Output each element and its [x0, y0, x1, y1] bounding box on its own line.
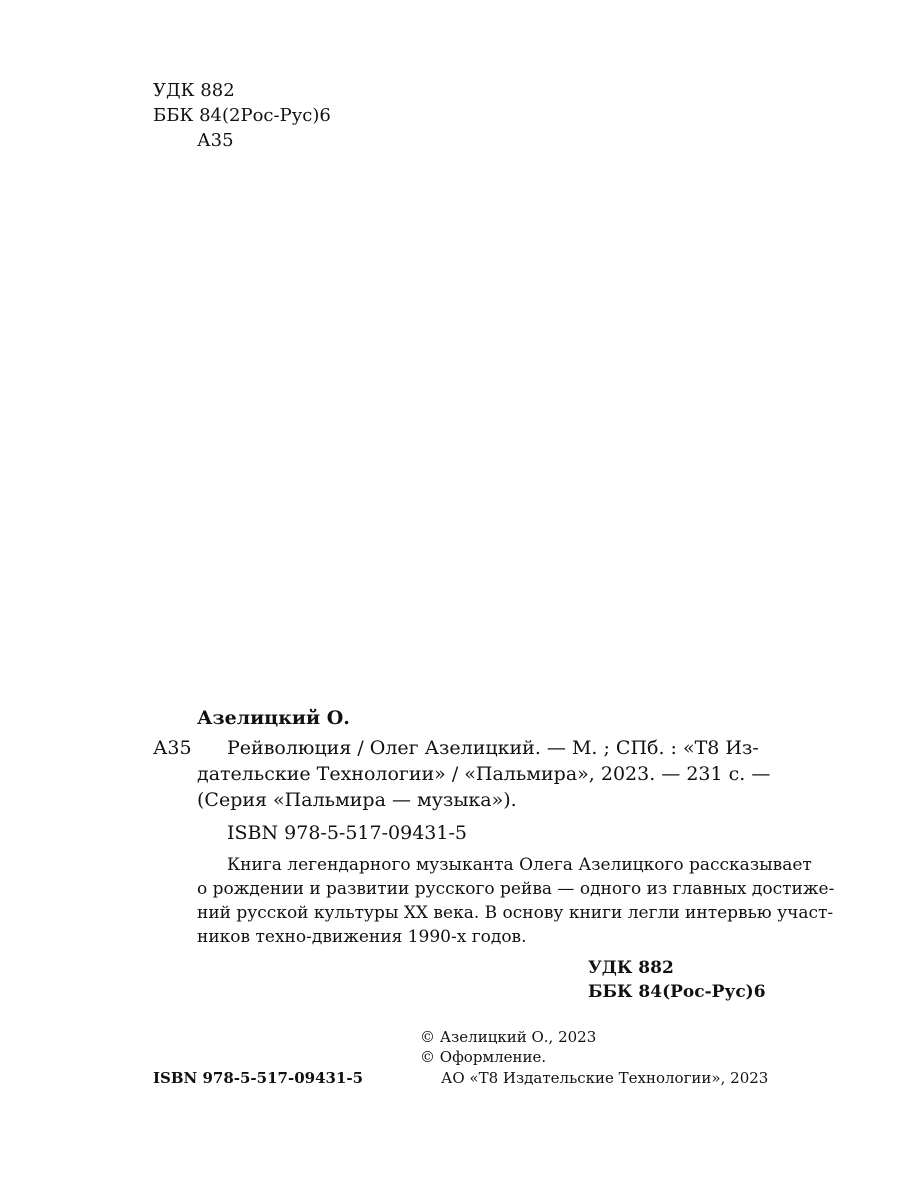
- top-author-code: А35: [197, 130, 234, 151]
- copyright-publisher: АО «Т8 Издательские Технологии», 2023: [441, 1069, 769, 1087]
- classification-udk: УДК 882: [588, 958, 674, 978]
- entry-line-2: дательские Технологии» / «Пальмира», 2023. — 231 с. —: [197, 763, 771, 785]
- annotation-line-2: о рождении и развитии русского рейва — одного из главных достиже-: [197, 879, 835, 899]
- annotation-line-1: Книга легендарного музыканта Олега Азелицкого рассказывает: [227, 855, 812, 875]
- annotation-line-4: ников техно-движения 1990-х годов.: [197, 927, 527, 947]
- author-name: Азелицкий О.: [197, 707, 350, 729]
- top-udk: УДК 882: [153, 80, 235, 101]
- isbn-bottom: ISBN 978-5-517-09431-5: [153, 1069, 364, 1087]
- entry-isbn: ISBN 978-5-517-09431-5: [227, 822, 467, 844]
- annotation-line-3: ний русской культуры XX века. В основу книги легли интервью участ-: [197, 903, 834, 923]
- classification-bbk: ББК 84(Рос-Рус)6: [588, 982, 766, 1002]
- copyright-author: © Азелицкий О., 2023: [420, 1028, 597, 1046]
- entry-line-1: Рейволюция / Олег Азелицкий. — М. ; СПб. : «Т8 Из-: [227, 737, 759, 759]
- entry-author-code: А35: [153, 737, 192, 759]
- entry-line-3: (Серия «Пальмира — музыка»).: [197, 789, 517, 811]
- top-bbk: ББК 84(2Рос-Рус)6: [153, 105, 331, 126]
- copyright-design: © Оформление.: [420, 1048, 547, 1066]
